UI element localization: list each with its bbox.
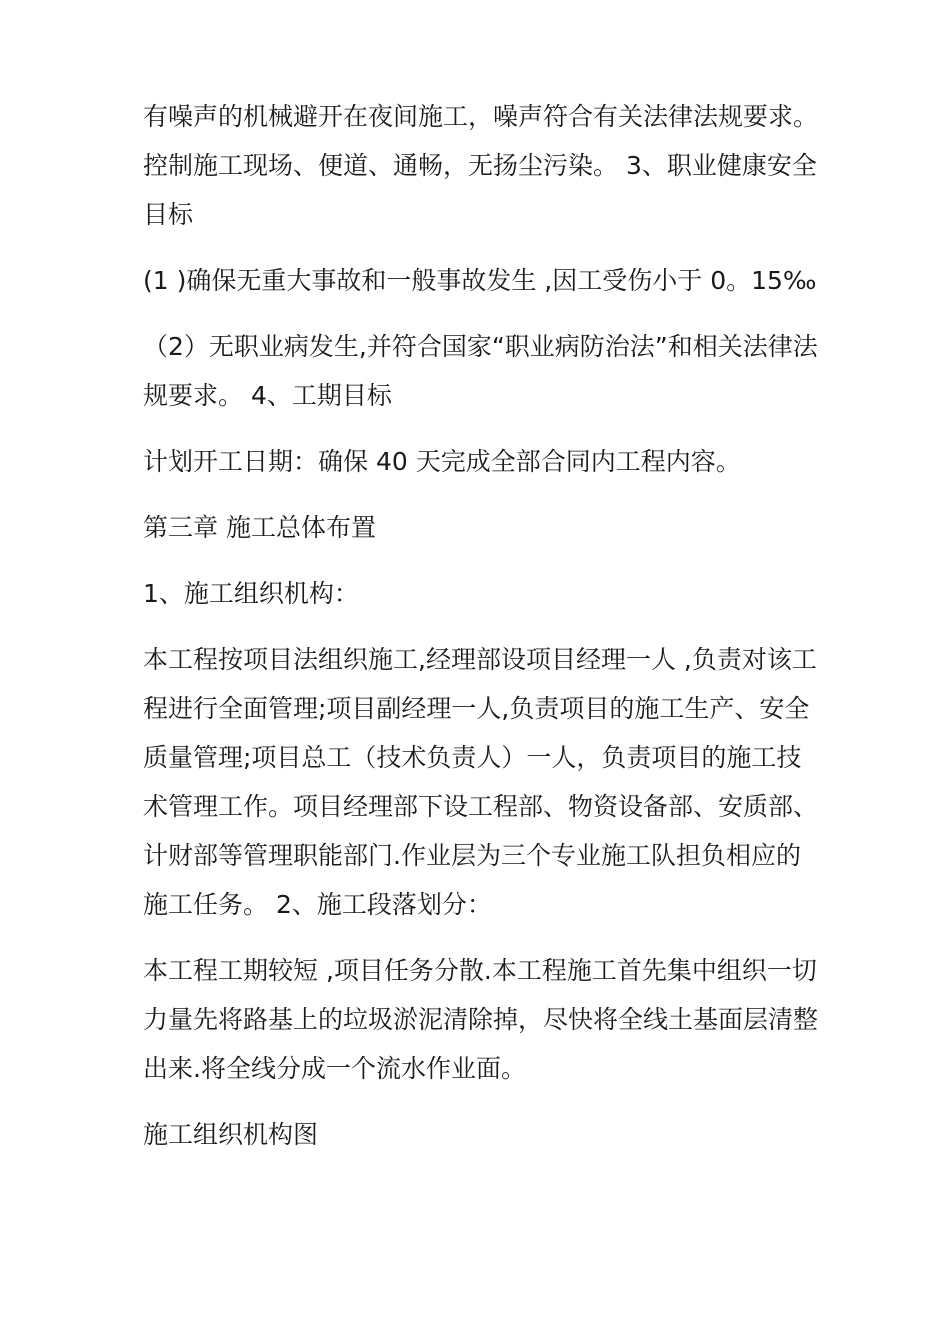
- paragraph-construction-sections: 本工程工期较短 ,项目任务分散.本工程施工首先集中组织一切力量先将路基上的垃圾淤泥清除掉，尽快将全线土基面层清整出来.将全线分成一个流水作业面。: [143, 956, 819, 1083]
- paragraph-schedule: 计划开工日期：确保 40 天完成全部合同内工程内容。: [143, 447, 741, 476]
- paragraph-accident-goal: (1 )确保无重大事故和一般事故发生 ,因工受伤小于 0。15‰: [143, 266, 817, 295]
- paragraph-organization: 本工程按项目法组织施工,经理部设项目经理一人 ,负责对该工程进行全面管理;项目副经理一人,负责项目的施工生产、安全质量管理;项目总工（技术负责人）一人，负责项目的施工技术管理工作。项目经理部下设工程部、物资设备部、安质部、计财部等管理职能部门.作业层为三个专业施工队担负相应的施工任务。 2、施工段落划分：: [143, 645, 819, 919]
- paragraph-occupational-disease-goal: （2）无职业病发生,并符合国家“职业病防治法”和相关法律法规要求。 4、工期目标: [143, 332, 818, 410]
- section-heading-organization: 1、施工组织机构：: [143, 579, 359, 608]
- figure-caption-organization-chart: 施工组织机构图: [143, 1120, 319, 1149]
- document-body: [143, 92, 823, 1176]
- chapter-heading: 第三章 施工总体布置: [143, 513, 376, 542]
- paragraph-noise-and-health-goal: 有噪声的机械避开在夜间施工，噪声符合有关法律法规要求。控制施工现场、便道、通畅，无扬尘污染。 3、职业健康安全目标: [143, 102, 819, 229]
